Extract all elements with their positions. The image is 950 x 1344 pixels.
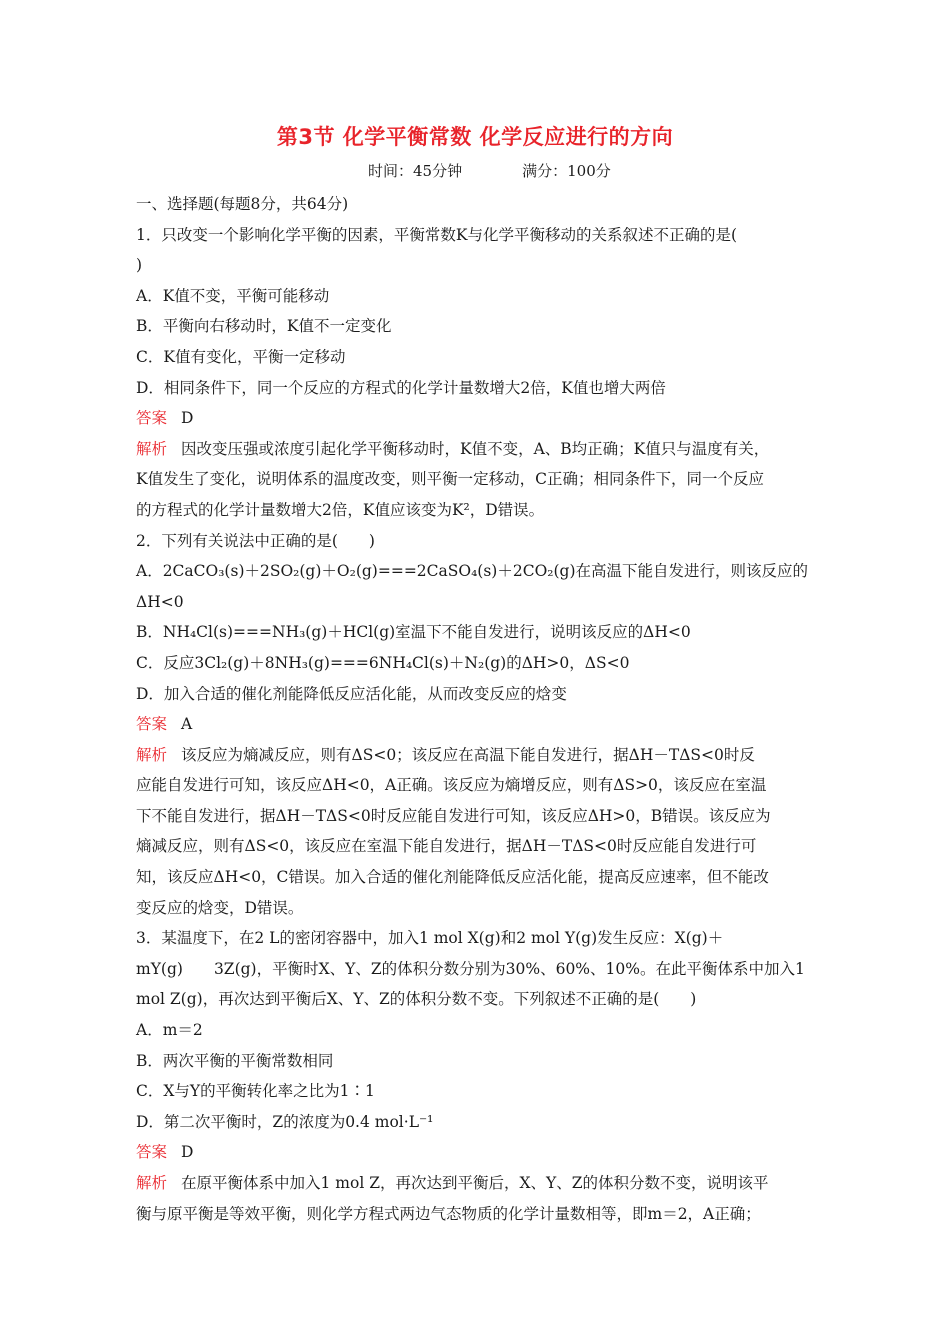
analysis-label: 解析	[136, 439, 168, 458]
question-2-analysis-cont: 下不能自发进行，据ΔH－TΔS<0时反应能自发进行可知，该反应ΔH>0，B错误。该反应为	[136, 806, 771, 825]
question-3-stem: 3．某温度下，在2 L的密闭容器中，加入1 mol X(g)和2 mol Y(g)发生反应：X(g)＋	[136, 929, 724, 948]
answer-label: 答案	[136, 1143, 168, 1162]
full-score: 满分：100分	[522, 162, 611, 180]
question-content	[136, 189, 816, 1229]
question-3-option-c: C．X与Y的平衡转化率之比为1∶1	[136, 1082, 375, 1101]
question-1-option-b: B．平衡向右移动时，K值不一定变化	[136, 317, 392, 336]
question-1-analysis-cont: K值发生了变化，说明体系的温度改变，则平衡一定移动，C正确；相同条件下，同一个反应	[136, 470, 764, 489]
question-2-option-d: D．加入合适的催化剂能降低反应活化能，从而改变反应的焓变	[136, 684, 567, 703]
question-1-stem: 1．只改变一个影响化学平衡的因素，平衡常数K与化学平衡移动的关系叙述不正确的是(	[136, 225, 737, 244]
analysis-label: 解析	[136, 1174, 168, 1192]
question-1-answer	[136, 403, 816, 434]
answer-value: A	[181, 715, 193, 734]
question-2-option-a: A．2CaCO₃(s)＋2SO₂(g)＋O₂(g)===2CaSO₄(s)＋2CO₂(g)在高温下能自发进行，则该反应的	[136, 562, 809, 581]
question-2-analysis-cont: 熵减反应，则有ΔS<0，该反应在室温下能自发进行，据ΔH－TΔS<0时反应能自发进行可	[136, 837, 757, 856]
question-2-option-a-cont: ΔH<0	[136, 592, 184, 611]
question-2-option-c: C．反应3Cl₂(g)＋8NH₃(g)===6NH₄Cl(s)＋N₂(g)的ΔH>0，ΔS<0	[136, 653, 630, 672]
question-3-option-d: D．第二次平衡时，Z的浓度为0.4 mol·L⁻¹	[136, 1112, 434, 1131]
answer-label: 答案	[136, 715, 168, 734]
question-1-stem-cont: )	[136, 256, 143, 275]
exam-meta	[368, 160, 611, 181]
analysis-text: 该反应为熵减反应，则有ΔS<0；该反应在高温下能自发进行，据ΔH－TΔS<0时反	[181, 745, 755, 764]
time-limit: 时间：45分钟	[368, 162, 463, 180]
question-2-analysis-cont: 应能自发进行可知，该反应ΔH<0，A正确。该反应为熵增反应，则有ΔS>0，该反应在室温	[136, 776, 767, 795]
question-2-analysis-cont: 变反应的焓变，D错误。	[136, 898, 304, 917]
answer-value: D	[181, 409, 194, 428]
analysis-text: 因改变压强或浓度引起化学平衡移动时，K值不变，A、B均正确；K值只与温度有关，	[181, 439, 770, 458]
page-title: 第3节 化学平衡常数 化学反应进行的方向	[276, 125, 674, 149]
question-1-analysis	[136, 434, 816, 465]
question-1-analysis-cont: 的方程式的化学计量数增大2倍，K值应该变为K²，D错误。	[136, 500, 545, 519]
answer-value: D	[181, 1143, 194, 1162]
analysis-text: 在原平衡体系中加入1 mol Z，再次达到平衡后，X、Y、Z的体积分数不变，说明该平	[181, 1174, 769, 1192]
question-2-option-b: B．NH₄Cl(s)===NH₃(g)＋HCl(g)室温下不能自发进行，说明该反应的ΔH<0	[136, 623, 691, 642]
question-3-answer	[136, 1137, 816, 1168]
question-1-option-a: A．K值不变，平衡可能移动	[136, 286, 330, 305]
answer-label: 答案	[136, 409, 168, 428]
question-3-option-b: B．两次平衡的平衡常数相同	[136, 1051, 334, 1070]
analysis-label: 解析	[136, 745, 168, 764]
question-2-stem: 2．下列有关说法中正确的是( )	[136, 531, 375, 550]
question-3-analysis	[136, 1168, 816, 1199]
question-1-option-c: C．K值有变化，平衡一定移动	[136, 347, 346, 366]
question-3-analysis-cont: 衡与原平衡是等效平衡，则化学方程式两边气态物质的化学计量数相等，即m＝2，A正确；	[136, 1204, 761, 1223]
question-2-analysis	[136, 740, 816, 771]
question-3-stem-cont: mY(g) 3Z(g)，平衡时X、Y、Z的体积分数分别为30%、60%、10%。在此平衡体系中加入1	[136, 959, 805, 978]
question-3-stem-cont: mol Z(g)，再次达到平衡后X、Y、Z的体积分数不变。下列叙述不正确的是( )	[136, 990, 697, 1009]
section-heading: 一、选择题(每题8分，共64分)	[136, 195, 349, 213]
question-1-option-d: D．相同条件下，同一个反应的方程式的化学计量数增大2倍，K值也增大两倍	[136, 378, 666, 397]
question-3-option-a: A．m＝2	[136, 1021, 203, 1040]
question-2-analysis-cont: 知，该反应ΔH<0，C错误。加入合适的催化剂能降低反应活化能，提高反应速率，但不能改	[136, 868, 769, 887]
question-2-answer	[136, 709, 816, 740]
